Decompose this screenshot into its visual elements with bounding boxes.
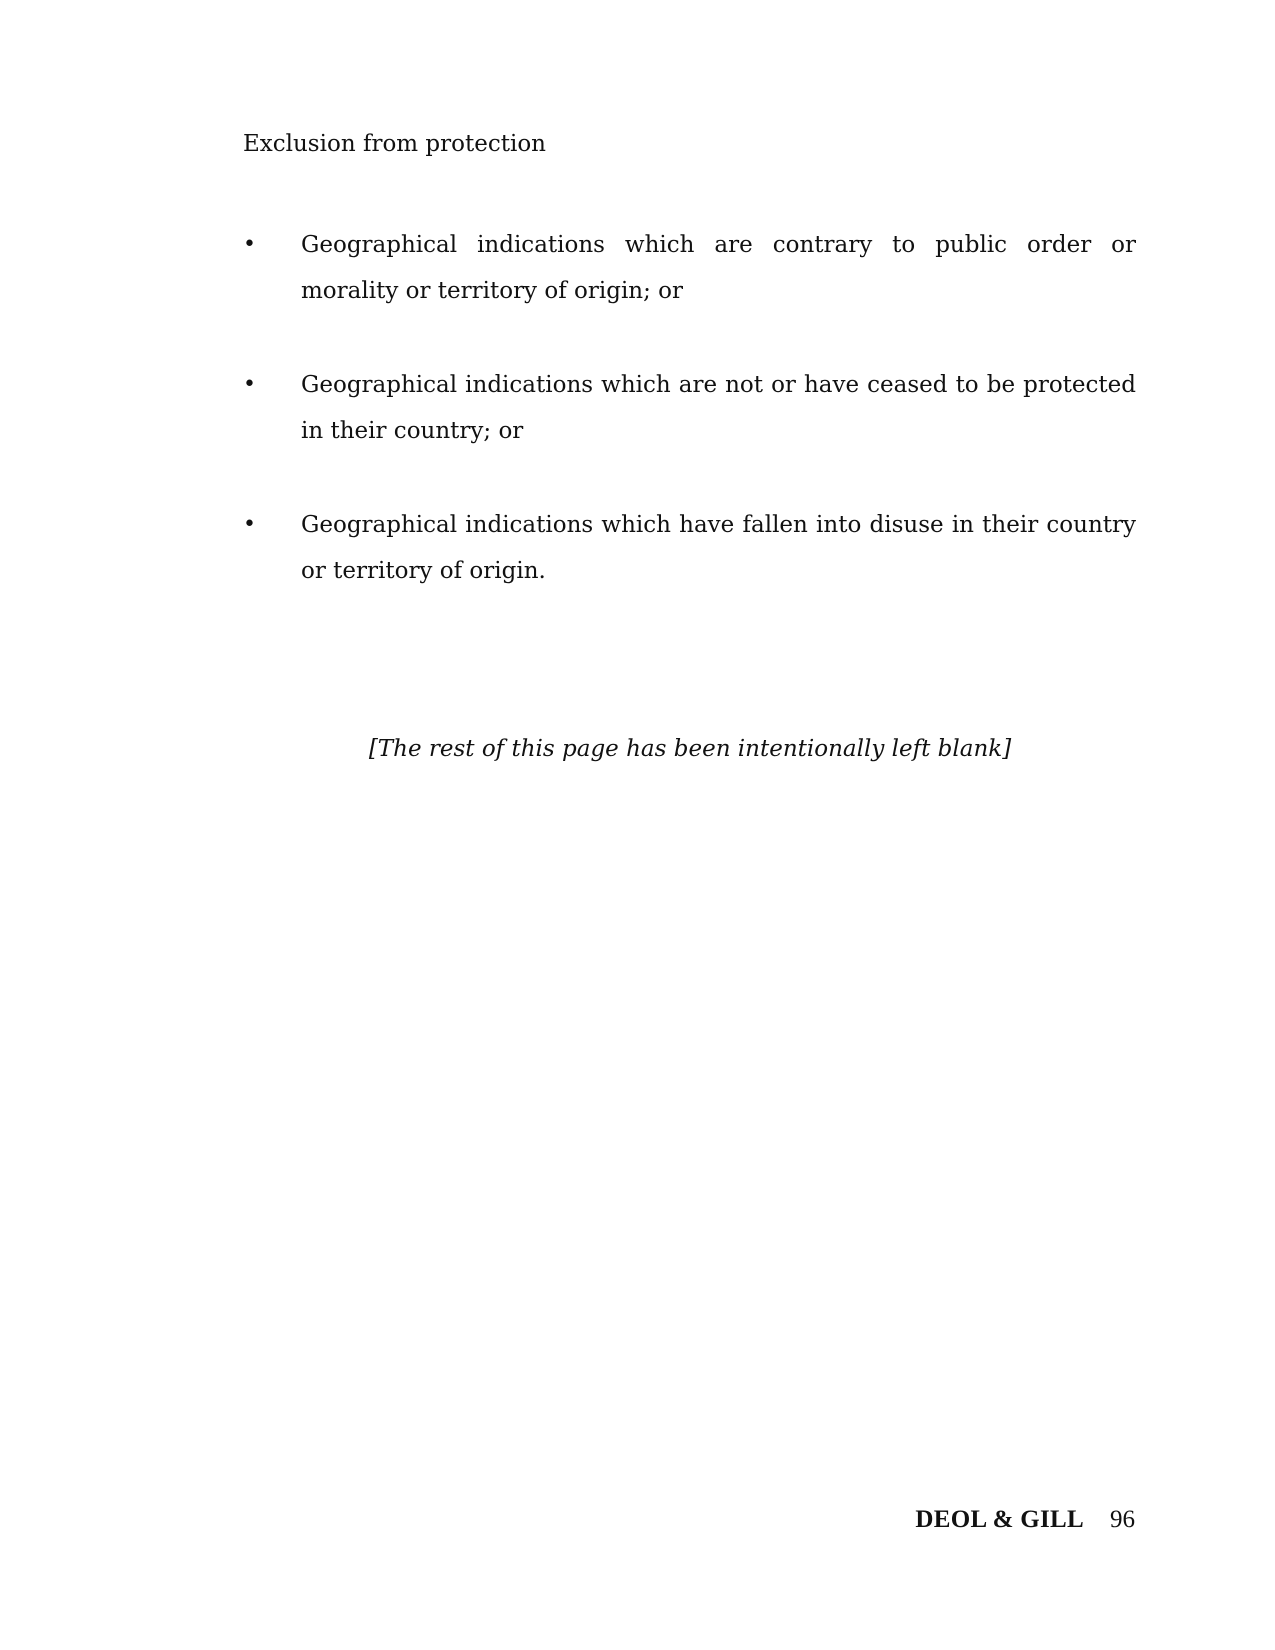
footer-author: DEOL & GILL: [915, 1506, 1084, 1533]
list-item: [243, 362, 1136, 454]
page-footer: [915, 1502, 1135, 1537]
page-number: 96: [1110, 1506, 1135, 1533]
exclusion-list: [243, 222, 1136, 642]
list-item-text: Geographical indications which are not or have ceased to be protected in their country; or: [301, 372, 1136, 444]
bullet-icon: •: [243, 372, 256, 397]
list-item-text: Geographical indications which are contrary to public order or morality or territory of origin; or: [301, 232, 1136, 304]
bullet-icon: •: [243, 232, 256, 257]
blank-page-note: [The rest of this page has been intentionally left blank]: [368, 736, 1012, 762]
bullet-icon: •: [243, 512, 256, 537]
list-item: [243, 502, 1136, 594]
section-heading: Exclusion from protection: [243, 131, 546, 157]
list-item-text: Geographical indications which have fallen into disuse in their country or territory of origin.: [301, 512, 1136, 584]
list-item: [243, 222, 1136, 314]
